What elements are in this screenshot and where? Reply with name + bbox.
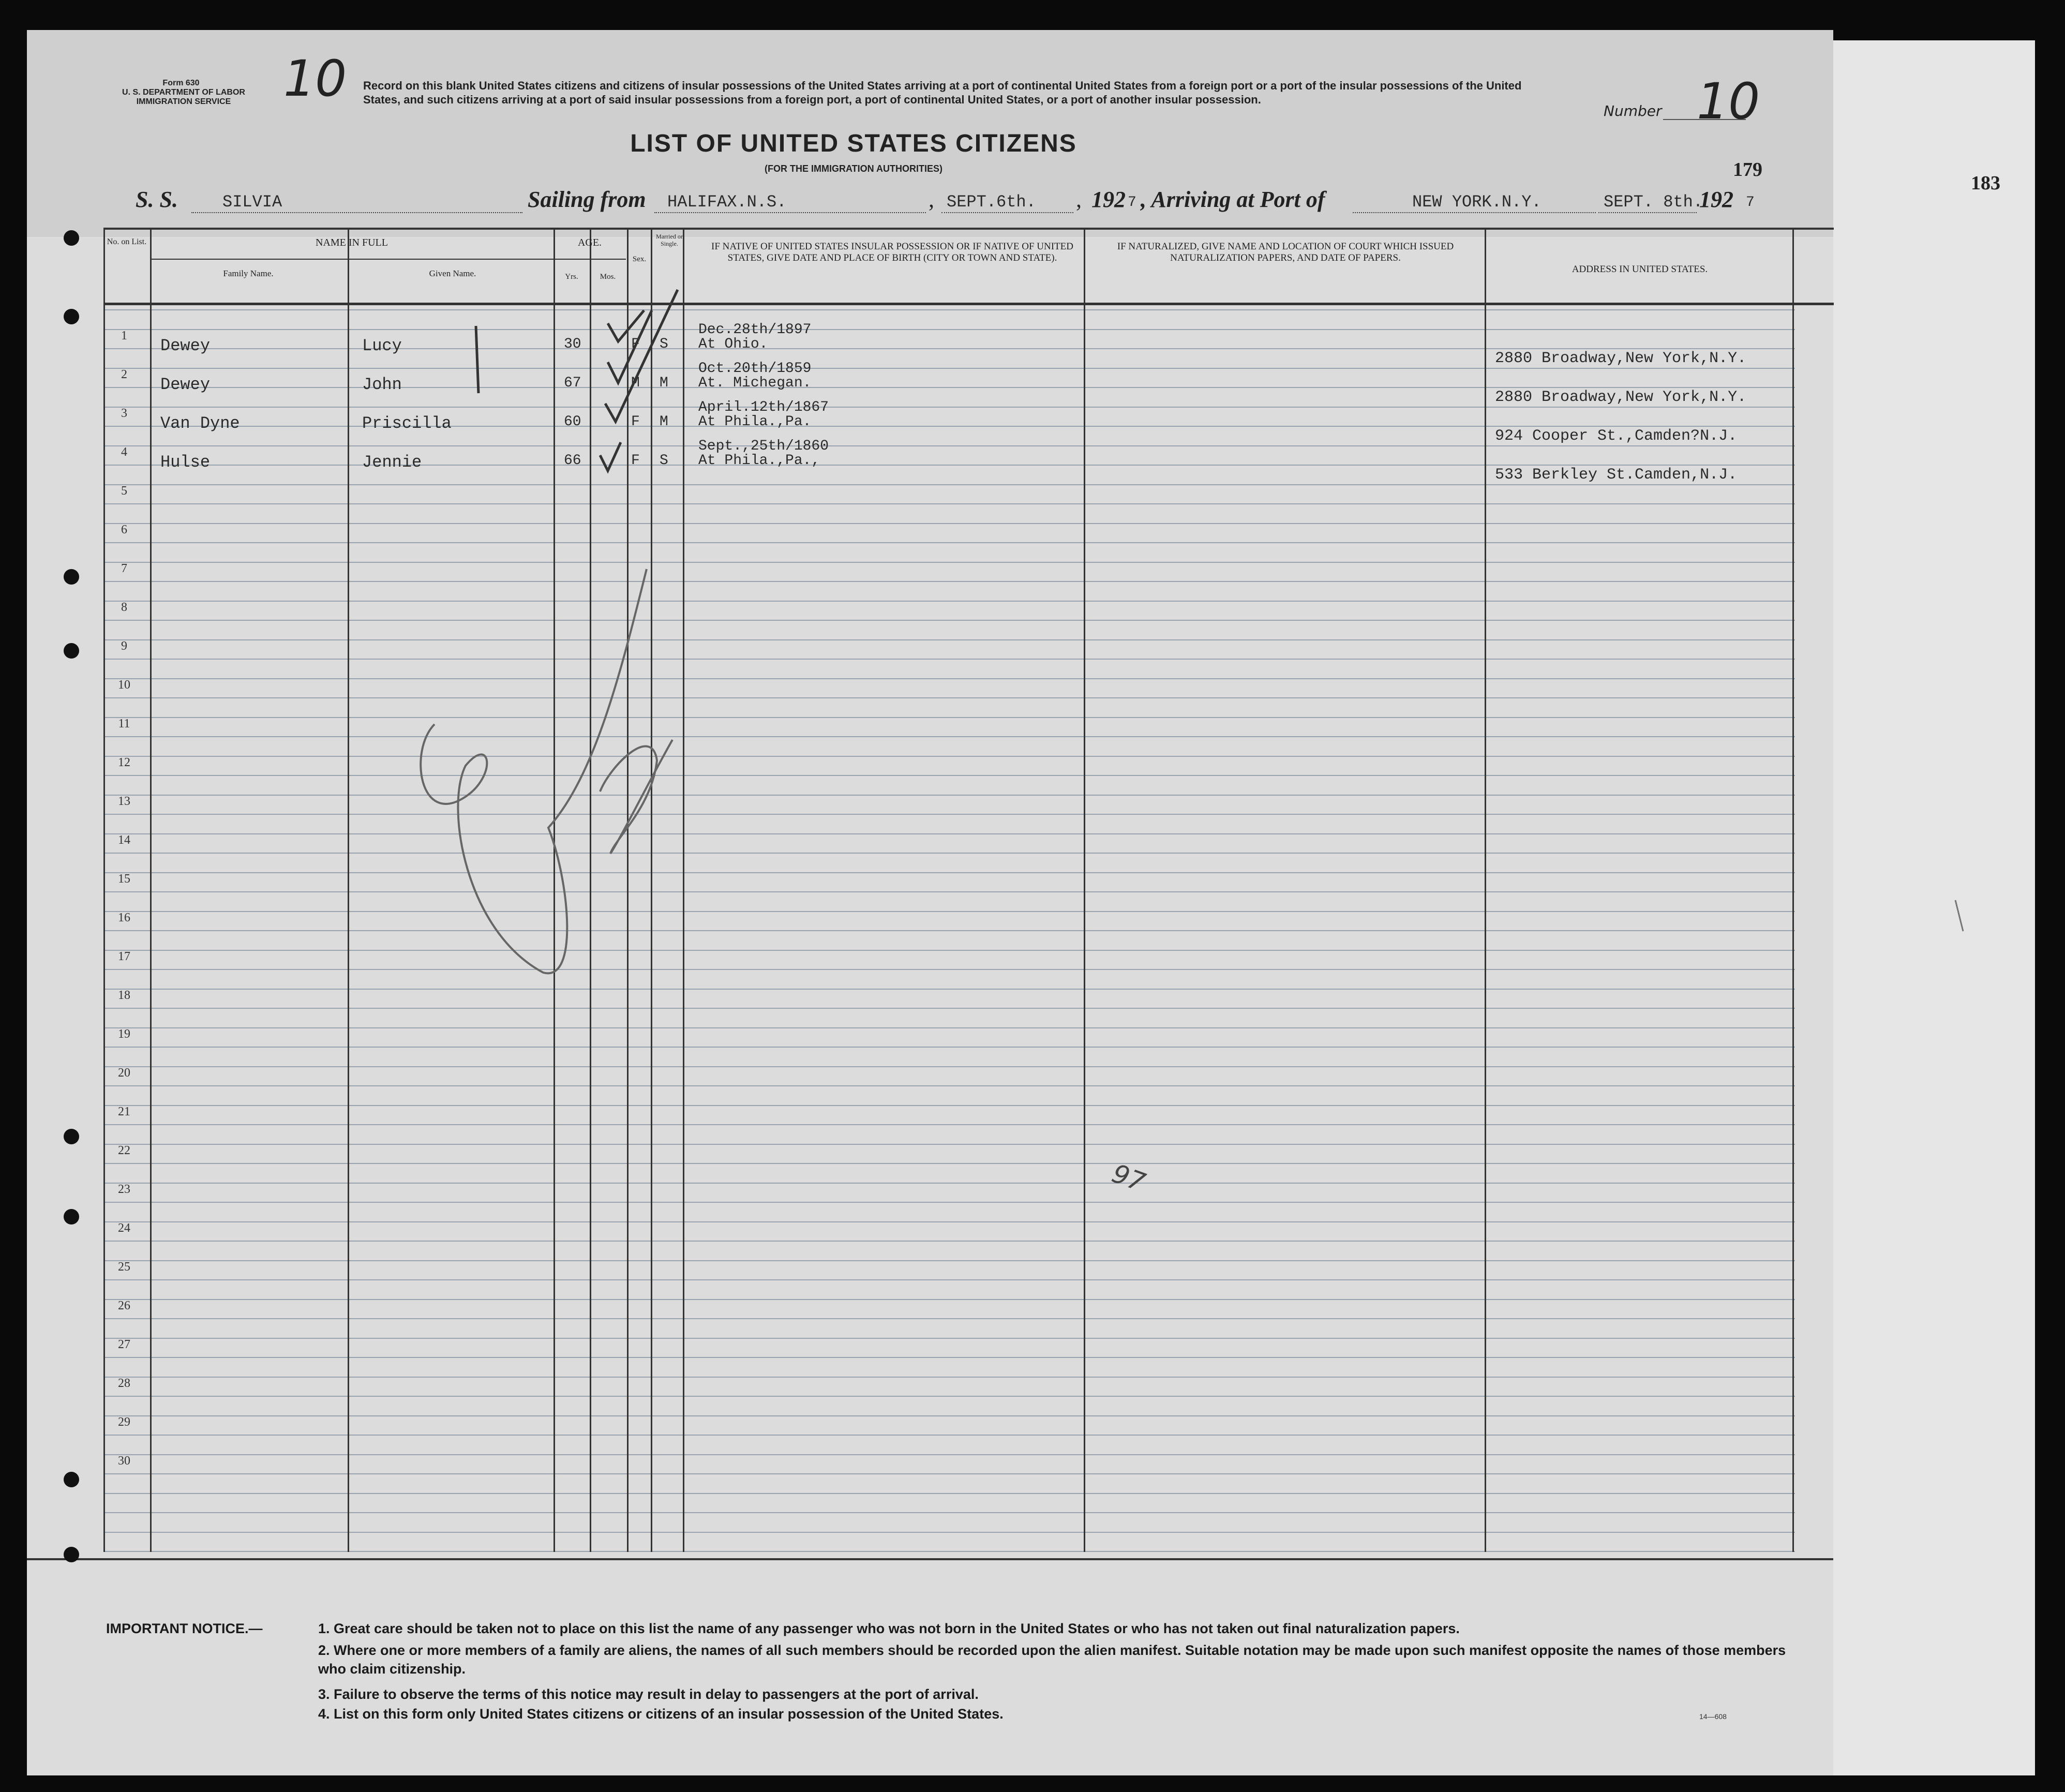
row-number: 1 xyxy=(121,329,127,342)
header-name-in-full: NAME IN FULL xyxy=(316,237,388,248)
family-name: Dewey xyxy=(160,375,211,394)
row-number: 29 xyxy=(118,1415,130,1429)
address: 2880 Broadway,New York,N.Y. xyxy=(1495,350,1747,367)
page-number-right: 183 xyxy=(1971,172,2000,194)
marital-status: M xyxy=(660,375,668,391)
form-number: Form 630 xyxy=(162,79,200,87)
birth-date: Oct.20th/1859 xyxy=(698,361,812,377)
row-number: 14 xyxy=(118,833,130,847)
given-name: John xyxy=(362,375,402,394)
number-label: Number xyxy=(1604,102,1662,120)
age-years: 67 xyxy=(564,375,581,391)
page-title: LIST OF UNITED STATES CITIZENS xyxy=(630,130,1077,157)
header-married-single: Married or Single. xyxy=(656,233,683,247)
service-name: IMMIGRATION SERVICE xyxy=(136,97,231,106)
form-instructions: Record on this blank United States citizens and citizens of insular possessions of the United States arriving at a port of continental United States from a foreign port or a port of the insular possessions of the United States, and such citizens arriving at a port of said insular possessions from a foreign port, a port of continental United States, or a port of another insular possession. xyxy=(363,79,1522,106)
row-number: 23 xyxy=(118,1183,130,1196)
comma-2: , xyxy=(1076,187,1082,212)
notice-item-1: 1. Great care should be taken not to place on this list the name of any passenger who was not born in the United States or who has not taken out final naturalization papers. xyxy=(318,1621,1460,1636)
signature-scribble xyxy=(600,740,672,854)
header-family-name: Family Name. xyxy=(223,268,274,278)
punch-hole xyxy=(64,309,79,324)
address: 924 Cooper St.,Camden?N.J. xyxy=(1495,427,1738,445)
row-number: 21 xyxy=(118,1105,130,1118)
row-number: 9 xyxy=(121,639,127,653)
ship-name: SILVIA xyxy=(222,192,282,212)
row-number: 20 xyxy=(118,1066,130,1080)
sail-year-prefix: 192 xyxy=(1091,187,1126,212)
punch-hole xyxy=(64,230,79,246)
birth-place: At. Michegan. xyxy=(698,375,812,391)
row-number: 7 xyxy=(121,562,127,575)
row-number: 26 xyxy=(118,1299,130,1312)
row-number: 8 xyxy=(121,601,127,614)
sailing-label: Sailing from xyxy=(528,187,646,212)
header-birth: IF NATIVE OF UNITED STATES INSULAR POSSESSION OR IF NATIVE OF UNITED STATES, GIVE DATE AND PLACE OF BIRTH (CITY OR TOWN AND STATE). xyxy=(711,241,1073,263)
arrival-port: NEW YORK.N.Y. xyxy=(1412,192,1542,212)
margin-mark xyxy=(1955,900,1963,931)
row-number: 18 xyxy=(118,989,130,1002)
department-name: U. S. DEPARTMENT OF LABOR xyxy=(122,88,245,97)
row-number: 17 xyxy=(118,950,130,963)
row-number: 28 xyxy=(118,1377,130,1390)
header-sex: Sex. xyxy=(632,255,647,263)
print-code: 14—608 xyxy=(1699,1712,1727,1721)
row-number: 2 xyxy=(121,368,127,381)
number-value: 10 xyxy=(1697,72,1760,130)
header-address: ADDRESS IN UNITED STATES. xyxy=(1572,264,1708,275)
check-mark-3 xyxy=(605,290,678,422)
birth-date: Dec.28th/1897 xyxy=(698,322,812,338)
notice-label: IMPORTANT NOTICE.— xyxy=(106,1621,263,1636)
arrival-date: SEPT. 8th. xyxy=(1604,192,1703,212)
header-age: AGE. xyxy=(577,237,602,248)
check-mark-2 xyxy=(608,310,652,383)
handwritten-list-number: 10 xyxy=(283,50,347,108)
arriving-label: , Arriving at Port of xyxy=(1141,187,1325,212)
punch-hole xyxy=(64,1129,79,1144)
sail-date: SEPT.6th. xyxy=(947,192,1036,212)
age-years: 30 xyxy=(564,336,581,352)
marital-status: S xyxy=(660,453,668,469)
row-number: 13 xyxy=(118,795,130,808)
row-number: 3 xyxy=(121,407,127,420)
sex: F xyxy=(631,453,640,469)
age-years: 66 xyxy=(564,453,581,469)
row-number: 24 xyxy=(118,1221,130,1235)
notice-item-3: 3. Failure to observe the terms of this notice may result in delay to passengers at the port of arrival. xyxy=(318,1686,979,1702)
header-months: Mos. xyxy=(600,273,616,281)
row-number: 6 xyxy=(121,523,127,536)
row-number: 27 xyxy=(118,1338,130,1351)
row-number: 16 xyxy=(118,911,130,924)
row-number: 19 xyxy=(118,1027,130,1041)
header-given-name: Given Name. xyxy=(429,268,476,278)
family-name: Dewey xyxy=(160,336,211,355)
age-years: 60 xyxy=(564,414,581,430)
row-number: 11 xyxy=(118,717,130,730)
page-subtitle: (FOR THE IMMIGRATION AUTHORITIES) xyxy=(765,163,942,174)
row-number: 25 xyxy=(118,1260,130,1274)
tally-mark xyxy=(476,326,478,393)
sex: F xyxy=(631,336,640,352)
address: 2880 Broadway,New York,N.Y. xyxy=(1495,389,1747,406)
sail-year: 7 xyxy=(1128,195,1136,211)
page-number: 179 xyxy=(1733,159,1762,181)
notice-item-4: 4. List on this form only United States citizens or citizens of an insular possession of the United States. xyxy=(318,1706,1004,1722)
sex: F xyxy=(631,414,640,430)
header-naturalized: IF NATURALIZED, GIVE NAME AND LOCATION OF COURT WHICH ISSUED NATURALIZATION PAPERS, AND DATE OF PAPERS. xyxy=(1117,241,1454,263)
row-number: 5 xyxy=(121,484,127,498)
punch-hole xyxy=(64,1547,79,1562)
arrival-year: 7 xyxy=(1746,195,1755,211)
row-number: 22 xyxy=(118,1144,130,1157)
handwritten-note: 97 xyxy=(1108,1158,1149,1198)
birth-place: At Phila.,Pa. xyxy=(698,414,812,430)
marital-status: M xyxy=(660,414,668,430)
family-name: Hulse xyxy=(160,453,211,472)
ss-label: S. S. xyxy=(136,187,178,212)
given-name: Jennie xyxy=(362,453,422,472)
punch-hole xyxy=(64,1209,79,1224)
header-no: No. on List. xyxy=(107,237,147,246)
row-number: 12 xyxy=(118,756,130,769)
address: 533 Berkley St.Camden,N.J. xyxy=(1495,466,1738,484)
birth-date: Sept.,25th/1860 xyxy=(698,438,829,454)
birth-date: April.12th/1867 xyxy=(698,399,829,415)
birth-place: At Ohio. xyxy=(698,336,768,352)
check-mark-4 xyxy=(600,442,621,471)
punch-hole xyxy=(64,1472,79,1487)
family-name: Van Dyne xyxy=(160,414,240,433)
comma-1: , xyxy=(929,187,934,212)
row-number: 10 xyxy=(118,678,130,692)
notice-item-2: 2. Where one or more members of a family are aliens, the names of all such members should be recorded upon the alien manifest. Suitable notation may be made upon such manifest opposite the names of those members who claim citizenship. xyxy=(318,1642,1786,1677)
sex: M xyxy=(631,375,640,391)
birth-place: At Phila.,Pa., xyxy=(698,453,820,469)
row-number: 15 xyxy=(118,872,130,886)
row-number: 4 xyxy=(121,445,127,459)
punch-hole xyxy=(64,643,79,659)
arrival-year-prefix: 192 xyxy=(1699,187,1733,212)
given-name: Priscilla xyxy=(362,414,452,433)
marital-status: S xyxy=(660,336,668,352)
punch-hole xyxy=(64,569,79,585)
header-years: Yrs. xyxy=(565,273,578,281)
from-port: HALIFAX.N.S. xyxy=(667,192,787,212)
row-number: 30 xyxy=(118,1454,130,1468)
given-name: Lucy xyxy=(362,336,402,355)
